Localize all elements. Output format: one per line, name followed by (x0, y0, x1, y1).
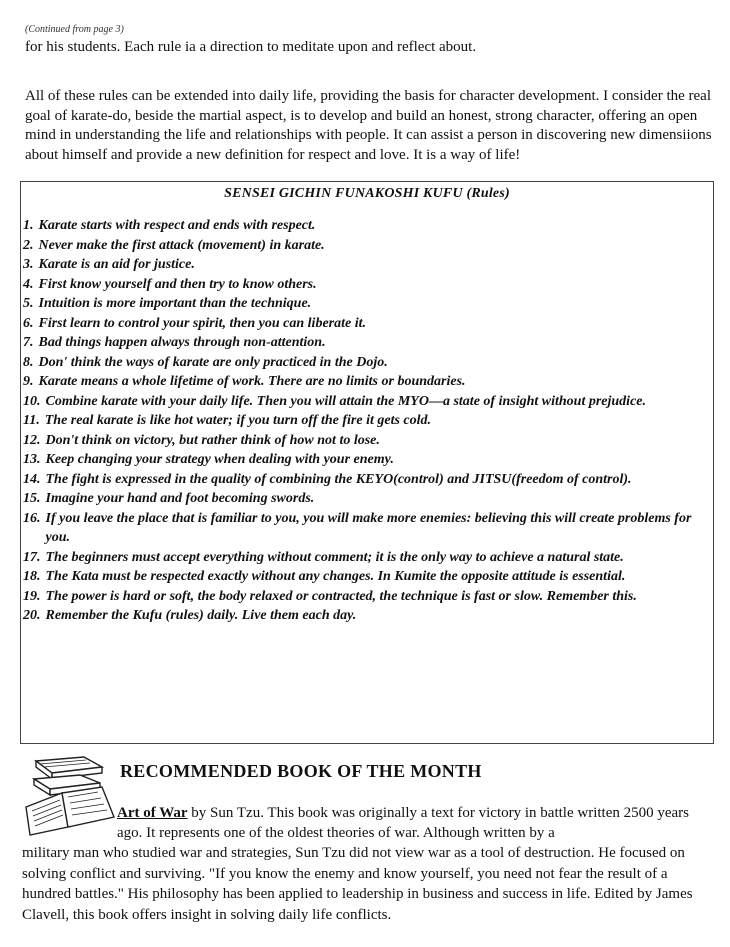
rule-item (23, 353, 707, 373)
rule-text: If you leave the place that is familiar to you, you will make more enemies: believing this will create problems for you. (45, 510, 692, 545)
rule-text: Bad things happen always through non-attention. (38, 335, 326, 350)
rule-number: 9. (23, 374, 34, 389)
rule-item (23, 255, 707, 275)
rule-item (23, 275, 707, 295)
rule-item (23, 333, 707, 353)
rule-number: 12. (23, 432, 41, 448)
rule-number: 14. (23, 471, 41, 487)
rule-text: The power is hard or soft, the body relaxed or contracted, the technique is fast or slow. Remember this. (45, 588, 637, 604)
rule-item (23, 489, 707, 509)
rule-text: Intuition is more important than the technique. (38, 296, 312, 311)
rule-text: First know yourself and then try to know others. (38, 276, 317, 292)
rule-text: Karate starts with respect and ends with respect. (38, 218, 316, 233)
book-lead-paragraph (117, 803, 697, 843)
rule-item (23, 431, 707, 451)
book-heading: RECOMMENDED BOOK OF THE MONTH (120, 761, 482, 781)
rule-item (23, 216, 707, 236)
rule-number: 11. (23, 413, 40, 428)
rule-text: Remember the Kufu (rules) daily. Live them each day. (45, 608, 357, 623)
rule-number: 18. (23, 569, 41, 584)
book-description: military man who studied war and strategies, Sun Tzu did not view war as a tool of destruction. He focused on solving conflict and surviving. "If you know the enemy and know yourself, you need not fear the result of a hundred battles." His philosophy has been applied to leadership in business and success in life. Edited by James Clavell, this book offers insight in solving daily life conflicts. (22, 845, 693, 923)
rules-list (21, 216, 713, 626)
rule-text: Karate means a whole lifetime of work. There are no limits or boundaries. (38, 374, 466, 389)
continued-note: (Continued from page 3) (25, 24, 124, 35)
rule-number: 17. (23, 549, 41, 565)
rule-item (23, 236, 707, 256)
rule-number: 1. (23, 218, 34, 233)
rule-number: 7. (23, 335, 34, 350)
rule-text: The beginners must accept everything without comment; it is the only way to achieve a natural state. (45, 549, 624, 565)
rule-item (23, 587, 707, 607)
rule-text: The fight is expressed in the quality of combining the KEYO(control) and JITSU(freedom of control). (45, 471, 632, 487)
rule-text: Never make the first attack (movement) in karate. (38, 237, 325, 253)
rule-text: Keep changing your strategy when dealing with your enemy. (45, 452, 394, 467)
rule-number: 2. (23, 237, 34, 253)
rule-number: 10. (23, 393, 41, 409)
rule-number: 8. (23, 354, 34, 370)
rule-text: The real karate is like hot water; if you turn off the fire it gets cold. (44, 413, 432, 428)
rule-text: Don't think on victory, but rather think of how not to lose. (45, 432, 380, 448)
rule-text: Don' think the ways of karate are only practiced in the Dojo. (38, 354, 388, 370)
rule-item (23, 294, 707, 314)
rule-text: Imagine your hand and foot becoming swords. (45, 491, 315, 506)
open-book-icon (22, 755, 117, 837)
rule-text: Combine karate with your daily life. Then you will attain the MYO—a state of insight without prejudice. (45, 393, 646, 409)
rule-text: The Kata must be respected exactly without any changes. In Kumite the opposite attitude is essential. (45, 569, 626, 584)
rule-number: 19. (23, 588, 41, 604)
rule-text: First learn to control your spirit, then you can liberate it. (38, 315, 366, 331)
rule-item (23, 606, 707, 626)
rule-item (23, 450, 707, 470)
rule-item (23, 392, 707, 412)
rule-number: 16. (23, 510, 41, 526)
rule-number: 15. (23, 491, 41, 506)
rules-title: SENSEI GICHIN FUNAKOSHI KUFU (Rules) (224, 186, 510, 201)
rule-item (23, 470, 707, 490)
rule-item (23, 372, 707, 392)
rule-number: 13. (23, 452, 41, 467)
book-title: Art of War (117, 805, 188, 821)
rule-number: 3. (23, 257, 34, 272)
rules-box (20, 181, 714, 744)
rule-number: 6. (23, 315, 34, 331)
book-description-lead: This book was originally a text for victory in battle written 2500 years ago. It represents one of the oldest theories of war. Although written by a (117, 805, 689, 841)
rule-item (23, 548, 707, 568)
rule-item (23, 411, 707, 431)
rule-number: 4. (23, 276, 34, 292)
rule-text: Karate is an aid for justice. (38, 257, 195, 272)
book-author: by Sun Tzu. (187, 805, 264, 821)
rule-item (23, 567, 707, 587)
rule-item (23, 509, 707, 548)
rule-number: 5. (23, 296, 34, 311)
rule-number: 20. (23, 608, 41, 623)
intro-paragraph: All of these rules can be extended into daily life, providing the basis for character development. I consider the real goal of karate-do, beside the martial aspect, is to develop and build an honest, strong character, offering an open mind in understanding the life and relationships with people. It can assist a person in discovering new dimensiions about himself and provide a new definition for respect and love. It is a way of life! (25, 88, 712, 163)
rule-item (23, 314, 707, 334)
intro-line: for his students. Each rule ia a direction to meditate upon and reflect about. (25, 39, 477, 55)
